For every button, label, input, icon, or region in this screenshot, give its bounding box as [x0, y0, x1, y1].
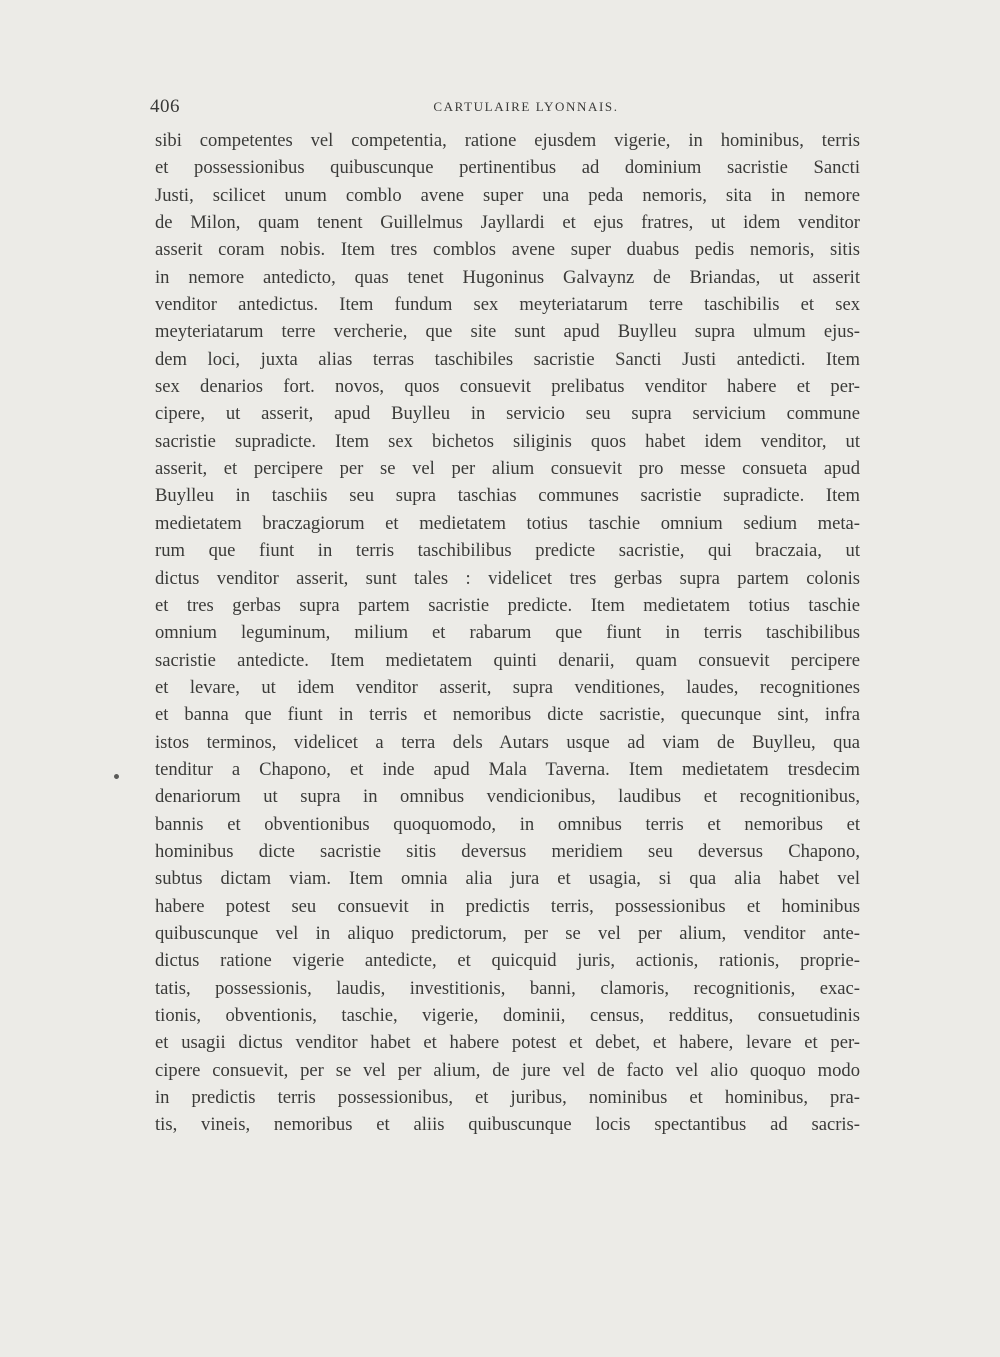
text-line: bannis et obventionibus quoquomodo, in omnibus terris et nemoribus et	[155, 813, 860, 835]
text-line: quibuscunque vel in aliquo predictorum, per se vel per alium, venditor ante-	[155, 922, 860, 944]
page-number: 406	[150, 96, 180, 117]
text-line: dictus ratione vigerie antedicte, et quicquid juris, actionis, rationis, proprie-	[155, 950, 860, 972]
text-line: denariorum ut supra in omnibus vendicionibus, laudibus et recognitionibus,	[155, 786, 860, 808]
text-line: sacristie supradicte. Item sex bichetos siliginis quos habet idem venditor, ut	[155, 430, 860, 452]
text-line: in nemore antedicto, quas tenet Hugoninus Galvaynz de Briandas, ut asserit	[155, 266, 860, 288]
ink-speck	[113, 773, 120, 780]
text-line: et tres gerbas supra partem sacristie predicte. Item medietatem totius taschie	[155, 594, 860, 616]
text-line: in predictis terris possessionibus, et juribus, nominibus et hominibus, pra-	[155, 1087, 860, 1109]
text-line: tis, vineis, nemoribus et aliis quibuscunque locis spectantibus ad sacris-	[155, 1114, 860, 1136]
page-header	[150, 96, 862, 120]
text-line: meyteriatarum terre vercherie, que site sunt apud Buylleu supra ulmum ejus-	[155, 321, 860, 343]
text-line: asserit coram nobis. Item tres comblos avene super duabus pedis nemoris, sitis	[155, 239, 860, 261]
text-line: et usagii dictus venditor habet et habere potest et debet, et habere, levare et per-	[155, 1032, 860, 1054]
text-line: subtus dictam viam. Item omnia alia jura et usagia, si qua alia habet vel	[155, 868, 860, 890]
text-line: de Milon, quam tenent Guillelmus Jayllardi et ejus fratres, ut idem venditor	[155, 212, 860, 234]
text-line: omnium leguminum, milium et rabarum que fiunt in terris taschibilibus	[155, 622, 860, 644]
text-line: venditor antedictus. Item fundum sex meyteriatarum terre taschibilis et sex	[155, 294, 860, 316]
text-line: sacristie antedicte. Item medietatem quinti denarii, quam consuevit percipere	[155, 649, 860, 671]
text-line: cipere consuevit, per se vel per alium, de jure vel de facto vel alio quoquo modo	[155, 1059, 860, 1081]
text-line: rum que fiunt in terris taschibilibus predicte sacristie, qui braczaia, ut	[155, 540, 860, 562]
text-line: hominibus dicte sacristie sitis deversus meridiem seu deversus Chapono,	[155, 840, 860, 862]
running-title: CARTULAIRE LYONNAIS.	[433, 99, 619, 114]
text-line: et banna que fiunt in terris et nemoribus dicte sacristie, quecunque sint, infra	[155, 704, 860, 726]
text-line: et possessionibus quibuscunque pertinentibus ad dominium sacristie Sancti	[155, 157, 860, 179]
text-line: tionis, obventionis, taschie, vigerie, dominii, census, redditus, consuetudinis	[155, 1005, 860, 1026]
text-line: habere potest seu consuevit in predictis terris, possessionibus et hominibus	[155, 895, 860, 917]
body-text	[155, 127, 860, 1139]
text-line: sex denarios fort. novos, quos consuevit prelibatus venditor habere et per-	[155, 376, 860, 398]
text-line: cipere, ut asserit, apud Buylleu in servicio seu supra servicium commune	[155, 403, 860, 425]
text-line: Buylleu in taschiis seu supra taschias communes sacristie supradicte. Item	[155, 485, 860, 507]
text-line: sibi competentes vel competentia, ratione ejusdem vigerie, in hominibus, terris	[155, 130, 860, 151]
text-line: et levare, ut idem venditor asserit, supra venditiones, laudes, recognitiones	[155, 676, 860, 698]
text-line: dem loci, juxta alias terras taschibiles sacristie Sancti Justi antedicti. Item	[155, 348, 860, 370]
text-line: medietatem braczagiorum et medietatem totius taschie omnium sedium meta-	[155, 512, 860, 534]
text-line: istos terminos, videlicet a terra dels Autars usque ad viam de Buylleu, qua	[155, 731, 860, 753]
text-line: asserit, et percipere per se vel per alium consuevit pro messe consueta apud	[155, 458, 860, 480]
text-line: tenditur a Chapono, et inde apud Mala Taverna. Item medietatem tresdecim	[155, 758, 860, 780]
text-line: tatis, possessionis, laudis, investitionis, banni, clamoris, recognitionis, exac-	[155, 977, 860, 999]
text-line: Justi, scilicet unum comblo avene super una peda nemoris, sita in nemore	[155, 184, 860, 206]
text-line: dictus venditor asserit, sunt tales : videlicet tres gerbas supra partem colonis	[155, 567, 860, 589]
